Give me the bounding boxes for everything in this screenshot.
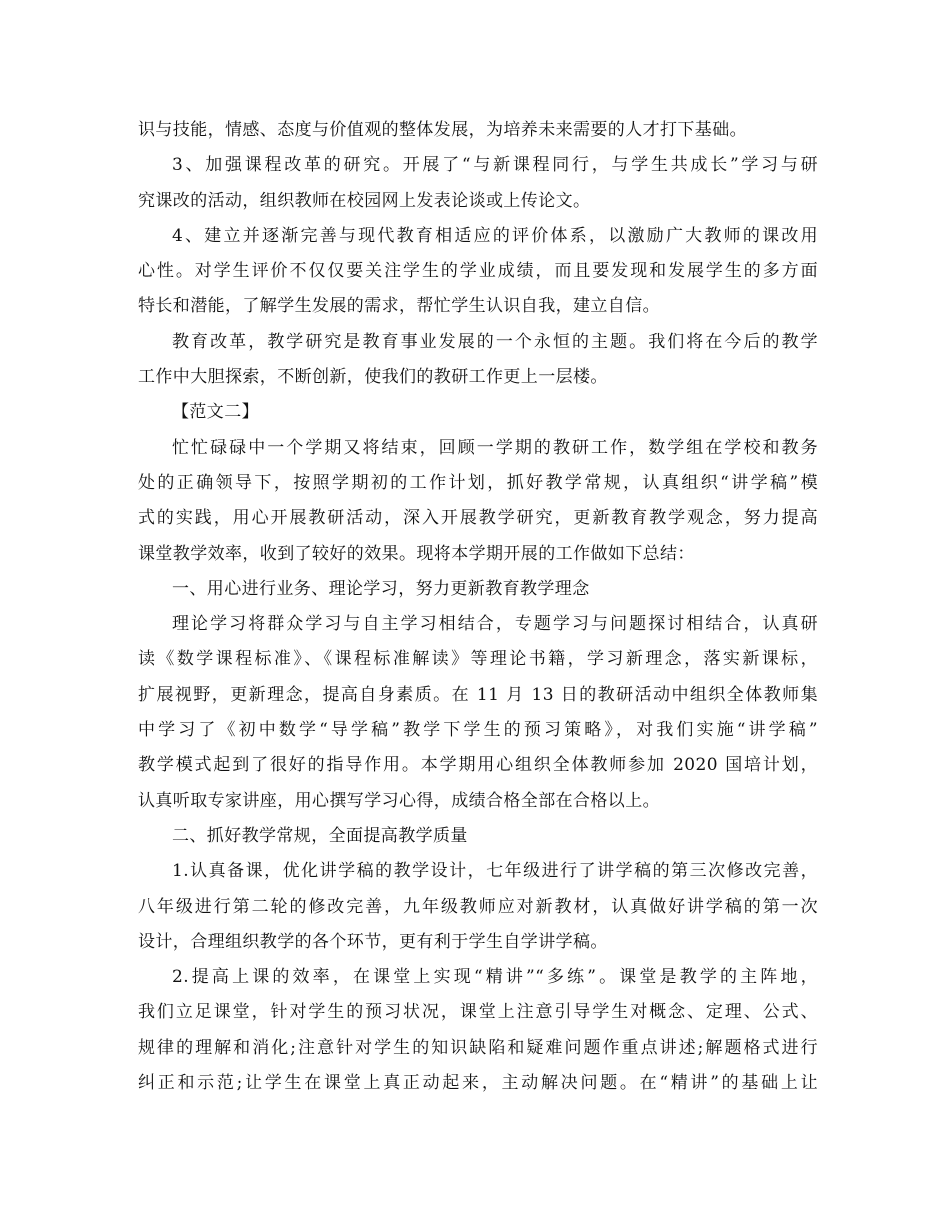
document-body [138, 113, 818, 1101]
text-line: 特长和潜能，了解学生发展的需求，帮忙学生认识自我，建立自信。 [138, 296, 660, 317]
text-line: 4、建立并逐渐完善与现代教育相适应的评价体系，以激励广大教师的课改用 [172, 225, 818, 246]
text-line: 八年级进行第二轮的修改完善，九年级教师应对新教材，认真做好讲学稿的第一次 [138, 896, 818, 917]
text-line: 中学习了《初中数学“导学稿”教学下学生的预习策略》，对我们实施“讲学稿” [138, 720, 818, 741]
text-line: 课堂教学效率，收到了较好的效果。现将本学期开展的工作做如下总结： [138, 543, 695, 564]
text-line: 一、用心进行业务、理论学习，努力更新教育教学理念 [172, 578, 590, 599]
text-line: 3、加强课程改革的研究。开展了“与新课程同行，与学生共成长”学习与研 [172, 155, 818, 176]
text-line: 心性。对学生评价不仅仅要关注学生的学业成绩，而且要发现和发展学生的多方面 [138, 261, 818, 282]
text-line: 【范文二】 [172, 402, 259, 423]
text-line: 式的实践，用心开展教研活动，深入开展教学研究，更新教育教学观念，努力提高 [138, 508, 818, 529]
text-line: 忙忙碌碌中一个学期又将结束，回顾一学期的教研工作，数学组在学校和教务 [172, 437, 818, 458]
text-line: 规律的理解和消化;注意针对学生的知识缺陷和疑难问题作重点讲述;解题格式进行 [138, 1037, 818, 1058]
text-line: 2.提高上课的效率，在课堂上实现“精讲”“多练”。课堂是教学的主阵地， [172, 967, 818, 988]
text-line: 纠正和示范;让学生在课堂上真正动起来，主动解决问题。在“精讲”的基础上让 [138, 1073, 818, 1094]
text-line: 究课改的活动，组织教师在校园网上发表论谈或上传论文。 [138, 190, 591, 211]
text-line: 认真听取专家讲座，用心撰写学习心得，成绩合格全部在合格以上。 [138, 790, 660, 811]
text-line: 识与技能，情感、态度与价值观的整体发展，为培养未来需要的人才打下基础。 [138, 120, 747, 140]
text-line: 二、抓好教学常规，全面提高教学质量 [172, 825, 468, 846]
text-line: 扩展视野，更新理念，提高自身素质。在 11 月 13 日的教研活动中组织全体教师集 [138, 684, 818, 705]
text-line: 教学模式起到了很好的指导作用。本学期用心组织全体教师参加 2020 国培计划， [138, 755, 818, 776]
text-line: 教育改革，教学研究是教育事业发展的一个永恒的主题。我们将在今后的教学 [172, 331, 818, 352]
text-line: 1.认真备课，优化讲学稿的教学设计，七年级进行了讲学稿的第三次修改完善， [172, 861, 818, 882]
text-line: 设计，合理组织教学的各个环节，更有利于学生自学讲学稿。 [138, 931, 608, 952]
text-line: 理论学习将群众学习与自主学习相结合，专题学习与问题探讨相结合，认真研 [172, 614, 818, 635]
text-line: 处的正确领导下，按照学期初的工作计划，抓好教学常规，认真组织“讲学稿”模 [138, 472, 818, 493]
text-line: 工作中大胆探索，不断创新，使我们的教研工作更上一层楼。 [138, 367, 608, 388]
text-line: 读《数学课程标准》、《课程标准解读》等理论书籍，学习新理念，落实新课标， [138, 649, 818, 670]
text-line: 我们立足课堂，针对学生的预习状况，课堂上注意引导学生对概念、定理、公式、 [138, 1002, 818, 1023]
